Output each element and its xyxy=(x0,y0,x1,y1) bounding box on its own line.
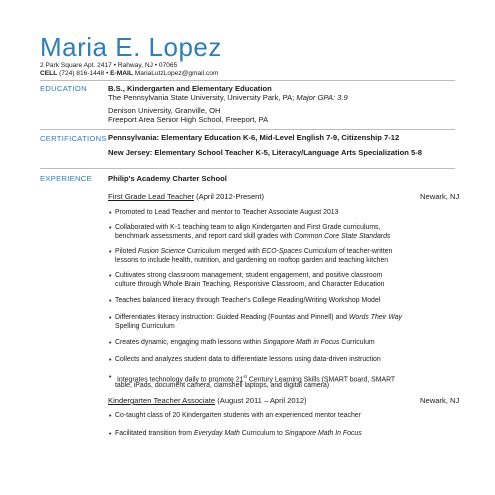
job-1-bullet-2-line-2 xyxy=(115,232,460,241)
bullet: • xyxy=(109,225,112,232)
job-1-bullet-6-line-1 xyxy=(115,313,460,322)
words-their-way-text: Words Their Way xyxy=(348,314,402,321)
bullet: • xyxy=(109,374,112,381)
contact-address: 2 Park Square Apt. 2417 • Rahway, NJ • 07065 xyxy=(40,62,178,69)
job-1-bullet-2-line-1: Collaborated with K-1 teaching team to align Kindergarten and First Grade curriculums, xyxy=(115,224,381,231)
divider-header xyxy=(40,80,455,81)
certification-new-jersey: New Jersey: Elementary School Teacher K-5, Literacy/Language Arts Specialization 5-8 xyxy=(108,148,422,157)
job-1-bullet-4-line-1: Cultivates strong classroom management, student engagement, and positive classroom xyxy=(115,272,383,279)
bullet: • xyxy=(109,273,112,280)
text: Creates dynamic, engaging math lessons within xyxy=(115,339,263,346)
education-school-1 xyxy=(108,93,348,102)
job-1-bullet-9-line-2: table, iPads, document camera, clamshell laptops, and digital camera) xyxy=(115,382,330,389)
text: Curriculum to xyxy=(239,430,285,437)
divider-certifications xyxy=(40,168,455,169)
job-2-heading xyxy=(108,396,307,405)
job-1-bullet-1: Promoted to Lead Teacher and mentor to Teacher Associate August 2013 xyxy=(115,209,339,216)
eco-spaces-text: ECO-Spaces xyxy=(261,248,302,255)
singapore-math-in-focus-text: Singapore Math In Focus xyxy=(284,430,362,437)
bullet: • xyxy=(109,210,112,217)
text: Integrates technology daily to promote 21 xyxy=(117,376,244,384)
section-label-experience: EXPERIENCE xyxy=(40,174,92,183)
text: benchmark assessments, and report card skill grades with xyxy=(115,233,295,240)
bullet: • xyxy=(109,340,112,347)
bullet: • xyxy=(109,413,112,420)
everyday-math-text: Everyday Math xyxy=(193,430,240,437)
certification-pennsylvania: Pennsylvania: Elementary Education K-6, Mid-Level English 7-9, Citizenship 7-12 xyxy=(108,133,400,142)
major-gpa: Major GPA: 3.9 xyxy=(296,93,348,102)
job-1-bullet-7 xyxy=(115,338,460,347)
cell-value: (724) 816-1448 xyxy=(59,70,105,77)
bullet: • xyxy=(109,357,112,364)
job-1-bullet-3-line-2: lessons to include health, nutrition, and gardening on rooftop garden and teaching kitchen xyxy=(115,257,389,264)
cell-label: CELL xyxy=(40,70,58,77)
bullet: • xyxy=(109,249,112,256)
resume-name: Maria E. Lopez xyxy=(40,32,222,62)
employer-name: Philip's Academy Charter School xyxy=(108,174,227,183)
education-degree: B.S., Kindergarten and Elementary Education xyxy=(108,84,272,93)
job-1-location: Newark, NJ xyxy=(420,192,460,201)
divider-education xyxy=(40,129,455,130)
job-1-heading xyxy=(108,192,264,201)
job-1-dates: (April 2012-Present) xyxy=(196,192,265,201)
job-2-location: Newark, NJ xyxy=(420,396,460,405)
job-1-bullet-8: Collects and analyzes student data to differentiate lessons using data-driven instruction xyxy=(115,356,381,363)
contact-phone-email xyxy=(40,70,218,78)
bullet: • xyxy=(109,431,112,438)
email-label: E-MAIL xyxy=(110,70,133,77)
section-label-certifications: CERTIFICATIONS xyxy=(40,134,107,143)
job-1-bullet-3-line-1 xyxy=(115,247,460,256)
job-2-bullet-2 xyxy=(115,429,460,438)
job-2-title: Kindergarten Teacher Associate xyxy=(108,396,216,405)
job-1-title: First Grade Lead Teacher xyxy=(108,192,194,201)
email-value[interactable]: MariaLutzLopez@gmail.com xyxy=(134,70,219,77)
bullet: • xyxy=(109,315,112,322)
bullet: • xyxy=(109,298,112,305)
job-1-bullet-6-line-2: Spelling Curriculum xyxy=(115,323,175,330)
superscript: st xyxy=(243,374,247,379)
education-school-2: Denison University, Granville, OH xyxy=(108,106,221,115)
job-1-bullet-4-line-2: culture through Whole Brain Teaching, Responsive Classroom, and Character Education xyxy=(115,281,385,288)
text: Differentiates literacy instruction: Guided Reading (Fountas and Pinnell) and xyxy=(115,314,349,321)
job-1-bullet-5: Teaches balanced literacy through Teacher's College Reading/Writing Workshop Model xyxy=(115,297,381,304)
text: Curriculum xyxy=(339,339,375,346)
fusion-science-text: Fusion Science xyxy=(137,248,186,255)
text: Century Learning Skills (SMART board, SMART xyxy=(246,376,396,384)
singapore-math-text: Singapore Math in Focus xyxy=(262,339,340,346)
section-label-education: EDUCATION xyxy=(40,84,87,93)
common-core-text: Common Core State Standards xyxy=(294,233,391,240)
school-1-name: The Pennsylvania State University, University Park, PA; xyxy=(108,93,295,102)
job-2-dates: (August 2011 – April 2012) xyxy=(217,396,307,405)
separator-dot: • xyxy=(106,70,109,77)
job-2-bullet-1: Co-taught class of 20 Kindergarten students with an experienced mentor teacher xyxy=(115,412,361,419)
text: Piloted xyxy=(115,248,138,255)
education-school-3: Freeport Area Senior High School, Freeport, PA xyxy=(108,115,269,124)
text: Curriculum merged with xyxy=(185,248,262,255)
text: Facilitated transition from xyxy=(115,430,194,437)
text: Curriculum of teacher-written xyxy=(301,248,393,255)
